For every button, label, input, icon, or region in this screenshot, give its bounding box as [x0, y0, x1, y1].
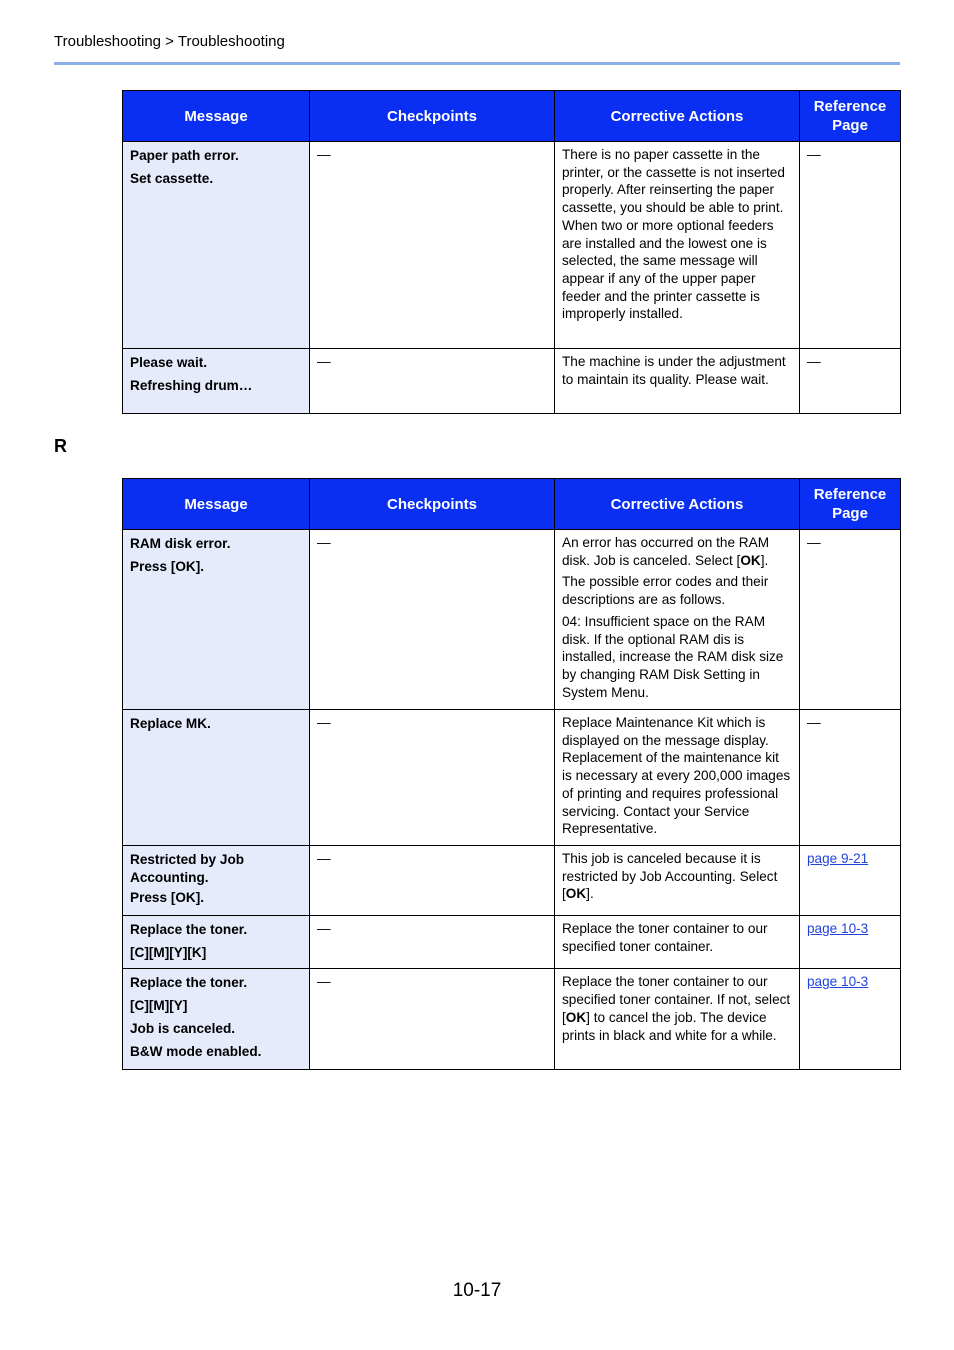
- corrective-actions-cell: [555, 349, 800, 414]
- checkpoints-cell: —: [310, 142, 555, 349]
- header-message: Message: [123, 479, 310, 530]
- corrective-actions-cell: [555, 969, 800, 1070]
- table-row: [123, 530, 901, 710]
- ok-key-label: OK: [565, 886, 587, 902]
- action-text: The possible error codes and their descriptions are as follows.: [562, 574, 769, 608]
- message-line: Job is canceled.: [130, 1020, 236, 1036]
- reference-link[interactable]: page 9-21: [807, 851, 869, 866]
- corrective-actions-cell: [555, 846, 800, 916]
- header-message: Message: [123, 91, 310, 142]
- ok-key-label: OK: [565, 1009, 587, 1025]
- header-rule: [54, 62, 900, 65]
- message-line: [C][M][Y]: [130, 998, 188, 1014]
- action-text-part: This job is canceled because it is restricted by Job Accounting. Select [: [562, 851, 778, 902]
- message-line: Paper path error.: [130, 148, 239, 163]
- message-line: Restricted by Job Accounting.: [130, 852, 245, 885]
- message-line: Set cassette.: [130, 170, 214, 186]
- action-text-part: An error has occurred on the RAM disk. Job is canceled. Select [: [562, 535, 770, 568]
- message-line: Press [OK].: [130, 890, 205, 906]
- message-cell: [123, 530, 310, 710]
- reference-cell: —: [800, 710, 901, 846]
- message-cell: [123, 710, 310, 846]
- table-row: [123, 710, 901, 846]
- message-cell: [123, 916, 310, 969]
- error-table-1: [122, 90, 901, 414]
- message-line: Replace MK.: [130, 716, 211, 731]
- error-table-2: [122, 478, 901, 1070]
- header-corrective-actions: Corrective Actions: [555, 479, 800, 530]
- checkpoints-cell: —: [310, 349, 555, 414]
- message-line: Replace the toner.: [130, 922, 248, 937]
- checkpoints-cell: —: [310, 969, 555, 1070]
- message-line: Refreshing drum…: [130, 377, 253, 393]
- header-reference-page: Reference Page: [800, 479, 901, 530]
- message-cell: [123, 969, 310, 1070]
- message-cell: [123, 142, 310, 349]
- page-number: 10-17: [452, 1280, 502, 1301]
- reference-cell: —: [800, 349, 901, 414]
- corrective-actions-cell: [555, 916, 800, 969]
- action-text: There is no paper cassette in the printer, or the cassette is not inserted properly. After reinserting the paper cassette, you should be able to print. When two or more optional feeders are installed and the lowest one is selected, the same message will appear if any of the upper paper feeder and the printer cassette is improperly installed.: [562, 147, 785, 322]
- header-checkpoints: Checkpoints: [310, 479, 555, 530]
- message-line: B&W mode enabled.: [130, 1043, 262, 1059]
- action-text: Replace Maintenance Kit which is displayed on the message display. Replacement of the maintenance kit is necessary at every 200,000 images of printing and requires professional servicing. Contact your Service Representative.: [562, 715, 791, 837]
- action-text-part: ] to cancel the job. The device prints in black and white for a while.: [562, 1009, 777, 1043]
- reference-cell: [800, 846, 901, 916]
- action-text-part: ].: [586, 886, 594, 902]
- table-row: [123, 142, 901, 349]
- reference-link[interactable]: page 10-3: [807, 974, 869, 990]
- table-header-row: [123, 91, 901, 142]
- action-text-part: ].: [760, 552, 769, 568]
- corrective-actions-cell: [555, 142, 800, 349]
- message-cell: [123, 349, 310, 414]
- header-checkpoints: Checkpoints: [310, 91, 555, 142]
- table-row: [123, 916, 901, 969]
- checkpoints-cell: —: [310, 846, 555, 916]
- message-line: Press [OK].: [130, 558, 205, 574]
- reference-cell: —: [800, 530, 901, 710]
- message-line: [C][M][Y][K]: [130, 944, 207, 960]
- message-line: Please wait.: [130, 355, 208, 370]
- reference-link[interactable]: page 10-3: [807, 921, 869, 936]
- table-header-row: [123, 479, 901, 530]
- header-corrective-actions: Corrective Actions: [555, 91, 800, 142]
- header-reference-page: Reference Page: [800, 91, 901, 142]
- reference-cell: [800, 916, 901, 969]
- action-text: 04: Insufficient space on the RAM disk. If the optional RAM dis is installed, increase the RAM disk size by changing RAM Disk Setting in System Menu.: [562, 613, 784, 700]
- table-row: [123, 846, 901, 916]
- checkpoints-cell: —: [310, 710, 555, 846]
- message-cell: [123, 846, 310, 916]
- breadcrumb: Troubleshooting > Troubleshooting: [54, 33, 285, 50]
- action-text: The machine is under the adjustment to maintain its quality. Please wait.: [562, 354, 786, 387]
- action-text-part: Replace the toner container to our specified toner container. If not, select [: [562, 974, 791, 1025]
- action-text: [562, 850, 792, 903]
- action-text: Replace the toner container to our specified toner container.: [562, 921, 768, 954]
- corrective-actions-cell: [555, 530, 800, 710]
- reference-cell: [800, 969, 901, 1070]
- action-text: [562, 973, 792, 1044]
- corrective-actions-cell: [555, 710, 800, 846]
- checkpoints-cell: —: [310, 530, 555, 710]
- table-row: [123, 349, 901, 414]
- message-line: RAM disk error.: [130, 536, 231, 551]
- message-line: Replace the toner.: [130, 975, 248, 991]
- table-row: [123, 969, 901, 1070]
- section-letter: R: [54, 436, 67, 456]
- ok-key-label: OK: [740, 552, 761, 568]
- checkpoints-cell: —: [310, 916, 555, 969]
- reference-cell: —: [800, 142, 901, 349]
- action-text: [562, 534, 792, 569]
